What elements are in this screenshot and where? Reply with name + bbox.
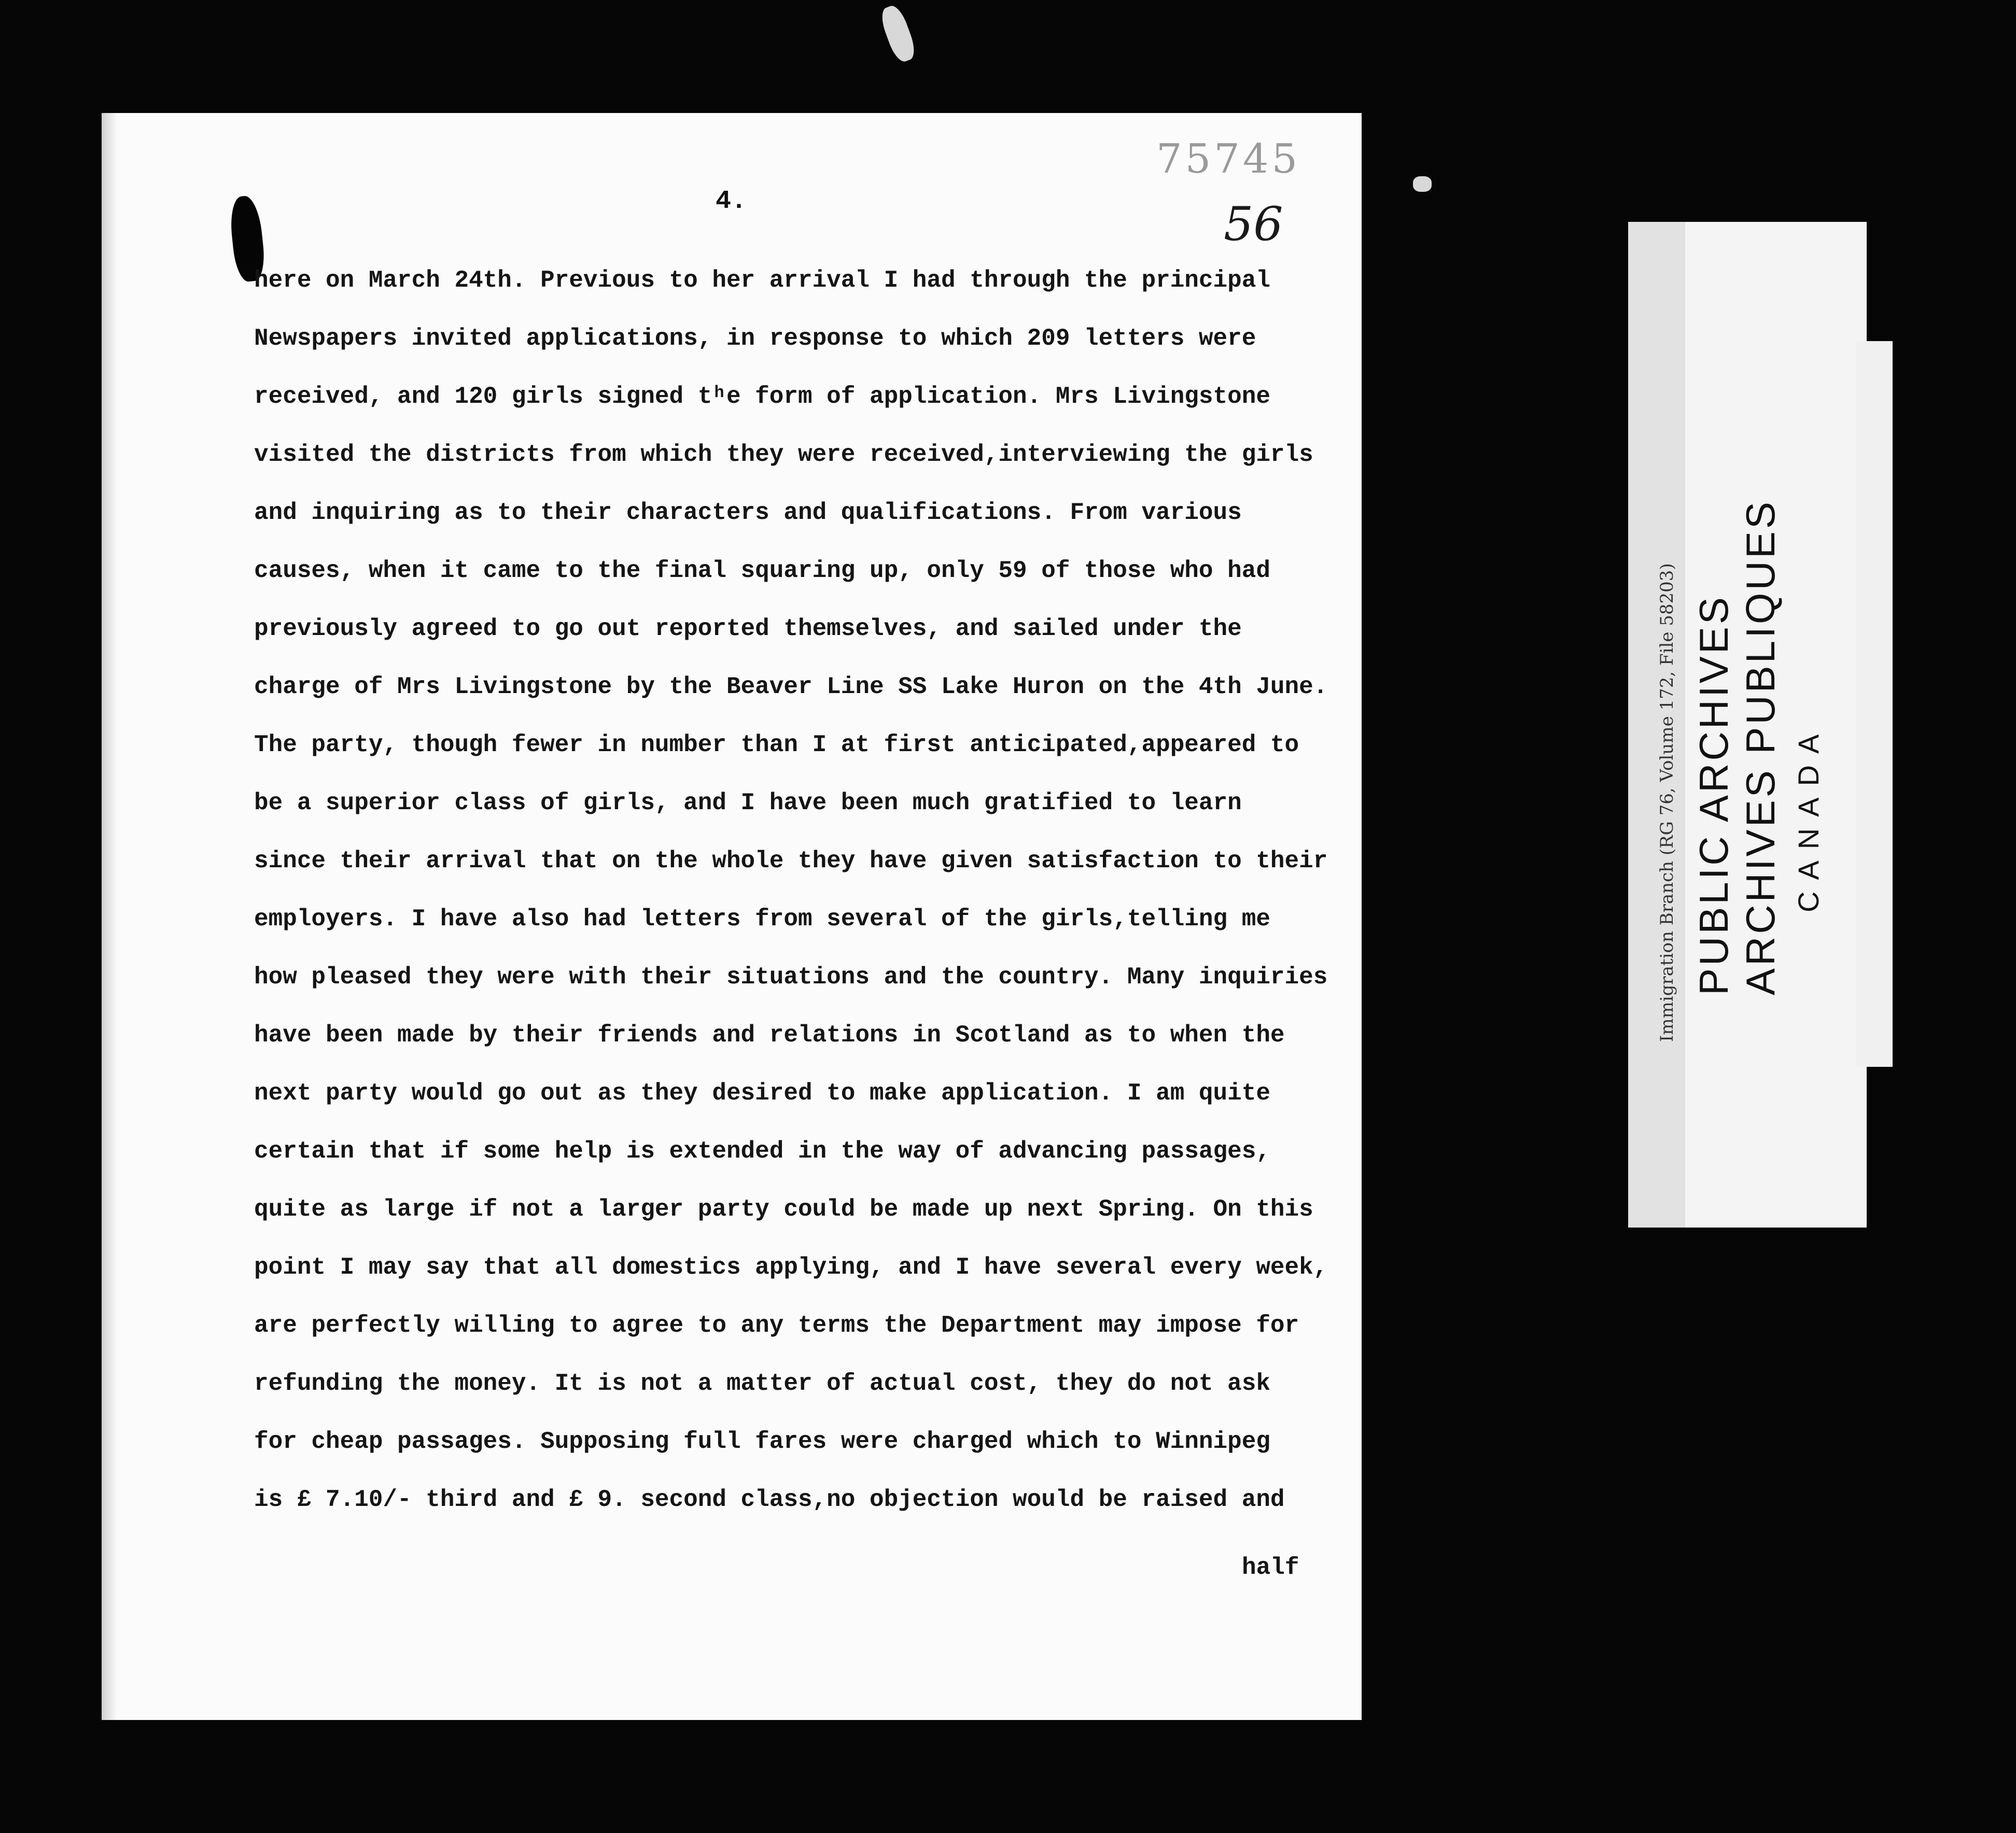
text-line: quite as large if not a larger party could be made up next Spring. On this <box>254 1196 1313 1223</box>
text-line: received, and 120 girls signed tʰe form of application. Mrs Livingstone <box>254 383 1270 410</box>
continuation-word: half <box>1242 1554 1299 1581</box>
dust-speck <box>1413 176 1432 192</box>
dust-speck <box>878 3 919 64</box>
text-line: are perfectly willing to agree to any terms the Department may impose for <box>254 1312 1299 1339</box>
text-line: causes, when it came to the final squaring up, only 59 of those who had <box>254 557 1270 584</box>
archive-country: CANADA <box>1792 723 1825 912</box>
letter-body <box>254 267 1369 1544</box>
archive-reference: Immigration Branch (RG 76, Volume 172, File 58203) <box>1657 563 1677 1042</box>
text-line: here on March 24th. Previous to her arrival I had through the principal <box>254 267 1270 294</box>
text-line: charge of Mrs Livingstone by the Beaver Line SS Lake Huron on the 4th June. <box>254 673 1328 700</box>
text-line: employers. I have also had letters from several of the girls,telling me <box>254 906 1270 933</box>
text-line: have been made by their friends and relations in Scotland as to when the <box>254 1022 1285 1049</box>
text-line: and inquiring as to their characters and qualifications. From various <box>254 499 1242 526</box>
text-line: how pleased they were with their situations and the country. Many inquiries <box>254 964 1328 991</box>
file-stamp-number: 75745 <box>1156 136 1301 182</box>
text-line: previously agreed to go out reported themselves, and sailed under the <box>254 615 1242 642</box>
text-line: The party, though fewer in number than I at first anticipated,appeared to <box>254 731 1299 758</box>
card-tab <box>1856 341 1893 1067</box>
text-line: is £ 7.10/- third and £ 9. second class,no objection would be raised and <box>254 1486 1285 1513</box>
text-line: visited the districts from which they were received,interviewing the girls <box>254 441 1313 468</box>
text-line: be a superior class of girls, and I have been much gratified to learn <box>254 789 1242 816</box>
archive-name-en: PUBLIC ARCHIVES <box>1691 595 1737 995</box>
page-edge-shadow <box>102 113 117 1720</box>
text-line: certain that if some help is extended in the way of advancing passages, <box>254 1138 1270 1165</box>
text-line: next party would go out as they desired to make application. I am quite <box>254 1080 1270 1107</box>
folio-number: 56 <box>1224 197 1283 251</box>
page-number: 4. <box>716 187 747 216</box>
text-line: for cheap passages. Supposing full fares were charged which to Winnipeg <box>254 1428 1270 1455</box>
text-line: point I may say that all domestics applying, and I have several every week, <box>254 1254 1328 1281</box>
text-line: refunding the money. It is not a matter of actual cost, they do not ask <box>254 1370 1270 1397</box>
archive-name-fr: ARCHIVES PUBLIQUES <box>1738 499 1783 995</box>
text-line: Newspapers invited applications, in response to which 209 letters were <box>254 325 1256 352</box>
text-line: since their arrival that on the whole they have given satisfaction to their <box>254 848 1328 875</box>
